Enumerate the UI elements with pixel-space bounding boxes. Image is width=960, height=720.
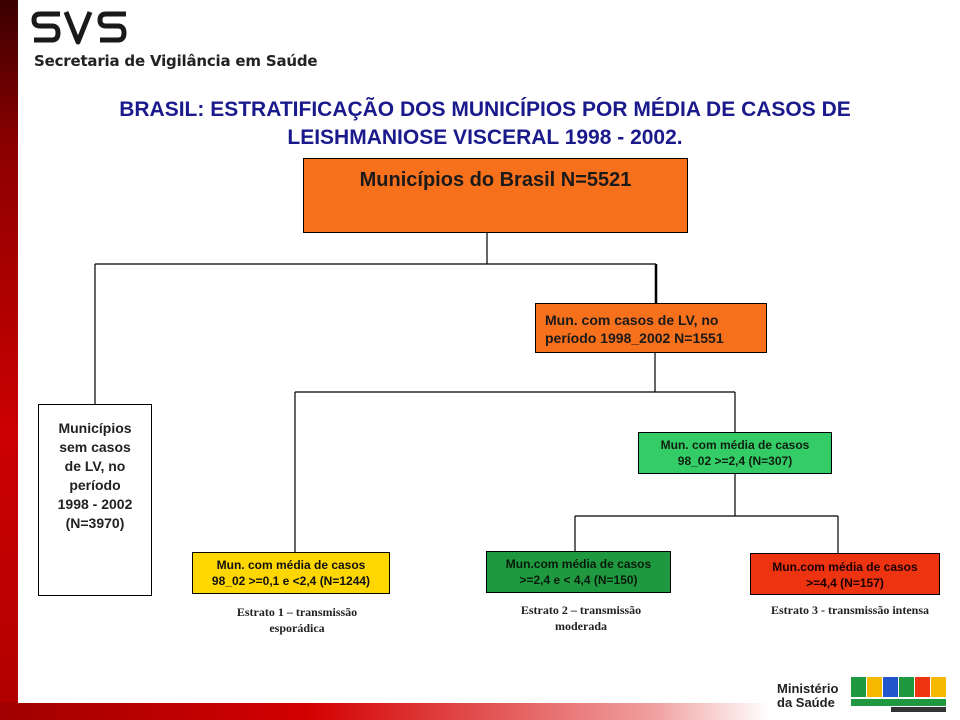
node-stratum-3 bbox=[750, 553, 940, 595]
node-municipalities-with-cases bbox=[535, 303, 767, 353]
node-line: período 1998_2002 N=1551 bbox=[545, 330, 724, 346]
node-line: Mun. com média de casos bbox=[216, 558, 366, 572]
node-line: >=4,4 (N=157) bbox=[806, 576, 884, 590]
ministry-line: Ministério bbox=[777, 681, 839, 696]
node-line: de LV, no bbox=[64, 458, 126, 474]
caption-line: esporádica bbox=[269, 621, 325, 635]
brasil-government-logo bbox=[851, 677, 951, 713]
node-line: (N=3970) bbox=[65, 515, 125, 531]
organization-name: Secretaria de Vigilância em Saúde bbox=[34, 52, 318, 70]
node-brazil-municipalities: Municípios do Brasil N=5521 bbox=[303, 158, 688, 233]
node-municipalities-without-cases bbox=[38, 404, 152, 596]
node-line: Mun. com média de casos bbox=[660, 438, 810, 452]
node-line: Municípios bbox=[58, 420, 132, 436]
title-line-1: BRASIL: ESTRATIFICAÇÃO DOS MUNICÍPIOS POR MÉDIA DE CASOS DE bbox=[119, 98, 851, 121]
title-line-2: LEISHMANIOSE VISCERAL 1998 - 2002. bbox=[287, 126, 683, 149]
stratum-3-caption: Estrato 3 - transmissão intensa bbox=[771, 603, 929, 617]
node-line: Mun.com média de casos bbox=[505, 557, 652, 571]
node-stratum-2 bbox=[486, 551, 671, 593]
caption-line: moderada bbox=[555, 619, 607, 633]
ministry-of-health-logo bbox=[777, 682, 838, 710]
node-average-ge-2-4 bbox=[638, 432, 832, 474]
node-line: 98_02 >=0,1 e <2,4 (N=1244) bbox=[211, 574, 371, 588]
stratum-2-caption bbox=[496, 602, 666, 634]
caption-line: Estrato 1 – transmissão bbox=[236, 605, 358, 619]
node-line: >=2,4 e < 4,4 (N=150) bbox=[519, 573, 638, 587]
node-line: 98_02 >=2,4 (N=307) bbox=[677, 454, 793, 468]
node-line: sem casos bbox=[59, 439, 131, 455]
node-stratum-1 bbox=[192, 552, 390, 594]
node-line: período bbox=[69, 477, 121, 493]
stratum-1-caption bbox=[212, 604, 382, 636]
node-line: Mun. com casos de LV, no bbox=[545, 312, 719, 328]
node-line: Mun.com média de casos bbox=[772, 560, 918, 574]
node-line: 1998 - 2002 bbox=[57, 496, 133, 512]
caption-line: Estrato 2 – transmissão bbox=[520, 603, 642, 617]
ministry-line: da Saúde bbox=[777, 695, 835, 710]
